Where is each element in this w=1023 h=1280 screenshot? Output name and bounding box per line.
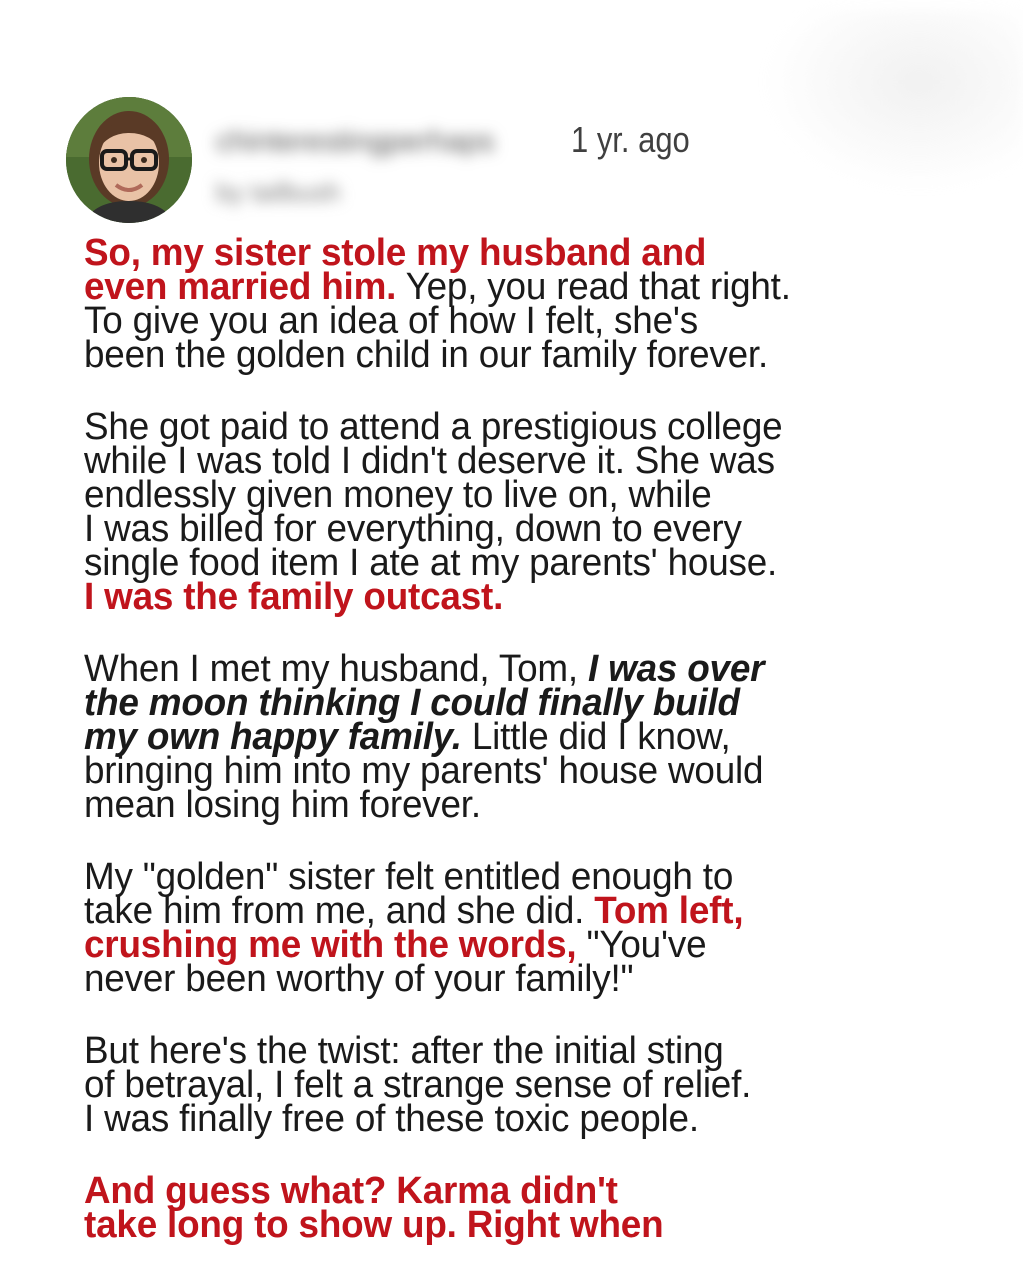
line <box>84 924 957 966</box>
line <box>84 648 957 690</box>
emphasis-text: I was over <box>588 648 765 690</box>
line: She got paid to attend a prestigious college <box>84 406 783 448</box>
line: endlessly given money to live on, while <box>84 474 712 516</box>
user-subline: by tailbush <box>216 177 341 207</box>
paragraph-4 <box>84 856 957 1000</box>
line: So, my sister stole my husband and <box>84 232 707 274</box>
woman-with-glasses-avatar-icon <box>66 97 192 223</box>
line: bringing him into my parents' house would <box>84 750 764 792</box>
text: take him from me, and she did. <box>84 890 595 932</box>
line <box>84 266 957 308</box>
line: But here's the twist: after the initial sting <box>84 1030 724 1072</box>
emphasis-text: my own happy family. <box>84 716 462 758</box>
paragraph-6 <box>84 1170 957 1246</box>
paragraph-1 <box>84 232 957 376</box>
highlight-text: crushing me with the words, <box>84 924 577 966</box>
line: I was billed for everything, down to every <box>84 508 742 550</box>
line: while I was told I didn't deserve it. She was <box>84 440 775 482</box>
text: When I met my husband, Tom, <box>84 648 589 690</box>
text: Little did I know, <box>461 716 731 758</box>
highlight-text: even married him. <box>84 266 397 308</box>
username[interactable]: chinterestingperhaps <box>216 125 495 158</box>
line <box>84 716 957 758</box>
paragraph-2 <box>84 406 957 618</box>
line: been the golden child in our family forever. <box>84 334 769 376</box>
comment-header <box>66 97 946 225</box>
timestamp: 1 yr. ago <box>571 119 690 160</box>
line <box>84 890 957 932</box>
paragraph-3 <box>84 648 957 826</box>
line: the moon thinking I could finally build <box>84 682 740 724</box>
line: I was the family outcast. <box>84 576 504 618</box>
line: of betrayal, I felt a strange sense of relief. <box>84 1064 752 1106</box>
line: And guess what? Karma didn't <box>84 1170 618 1212</box>
text: Yep, you read that right. <box>396 266 791 308</box>
comment-body <box>84 232 984 1280</box>
text: "You've <box>576 924 707 966</box>
line: My "golden" sister felt entitled enough to <box>84 856 734 898</box>
avatar[interactable] <box>66 97 192 223</box>
line: never been worthy of your family!" <box>84 958 634 1000</box>
highlight-text: Tom left, <box>594 890 744 932</box>
line: take long to show up. Right when <box>84 1204 664 1246</box>
line: I was finally free of these toxic people. <box>84 1098 699 1140</box>
line: single food item I ate at my parents' house. <box>84 542 778 584</box>
line: mean losing him forever. <box>84 784 481 826</box>
paragraph-5 <box>84 1030 957 1140</box>
line: To give you an idea of how I felt, she's <box>84 300 698 342</box>
